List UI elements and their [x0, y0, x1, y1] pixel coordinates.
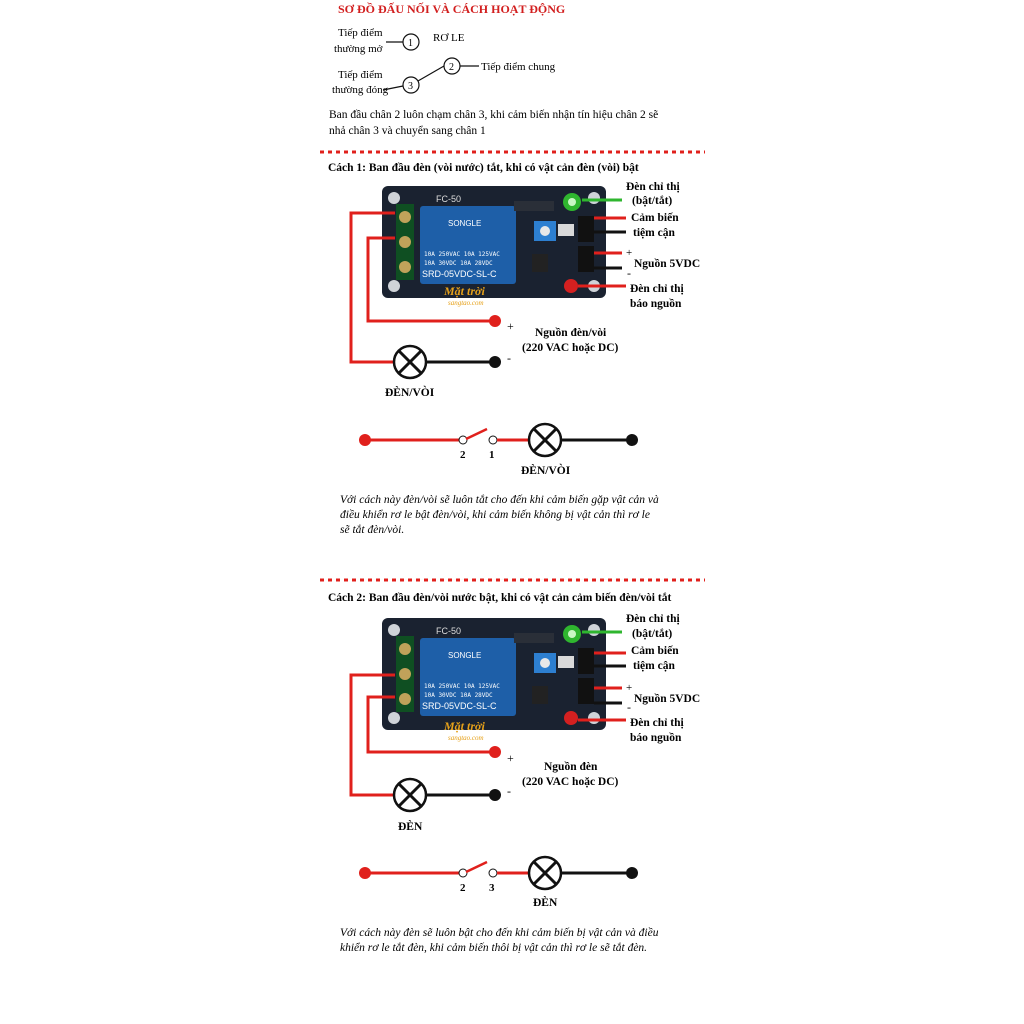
method2-supply-label-2: (220 VAC hoặc DC)	[522, 776, 619, 788]
pin2-label: 2	[449, 62, 454, 73]
method2-lamp-icon	[394, 779, 426, 811]
contact-closed-label-1: Tiếp điểm	[338, 69, 383, 81]
contact-open-label-1: Tiếp điểm	[338, 27, 383, 39]
method1-switch-contact-1	[489, 436, 497, 444]
method2-power-led-label-1: Đèn chỉ thị	[630, 717, 684, 729]
method1-supply-minus-terminal	[489, 356, 501, 368]
method2-led-label-1: Đèn chỉ thị	[626, 613, 680, 625]
method1-power-led-label-2: báo nguồn	[630, 298, 682, 310]
method2-power-led-label-2: báo nguồn	[630, 732, 682, 744]
method1-circuit-lamp-icon	[529, 424, 561, 456]
method2-circuit-lamp-icon	[529, 857, 561, 889]
method1-5v-plus: +	[626, 247, 633, 259]
description-line-1: Ban đầu chân 2 luôn chạm chân 3, khi cảm biến nhận tín hiệu chân 2 sẽ	[329, 109, 659, 121]
method1-switch-contact-2	[459, 436, 467, 444]
method2-logo-text: Mặt trời	[444, 719, 485, 733]
method2-supply-minus-terminal	[489, 789, 501, 801]
method1-relay-part: SRD-05VDC-SL-C	[422, 269, 497, 279]
method2-relay-board	[382, 618, 606, 730]
method1-switch-arm	[466, 429, 487, 439]
method1-5v-minus: -	[627, 266, 631, 280]
method2-circuit-end	[626, 867, 638, 879]
method1-supply-plus: +	[507, 319, 514, 333]
method2-circuit-load-label: ĐÈN	[533, 897, 558, 909]
method1-circuit-start	[359, 434, 371, 446]
method1-sensor-label-2: tiệm cận	[633, 227, 675, 239]
description-line-2: nhả chân 3 và chuyển sang chân 1	[329, 125, 486, 137]
pin1-label: 1	[408, 38, 413, 49]
method2-supply-plus-terminal	[489, 746, 501, 758]
method1-load-label: ĐÈN/VÒI	[385, 387, 435, 399]
method1-supply-minus: -	[507, 351, 511, 365]
method2-5v-minus: -	[627, 700, 631, 714]
method2-switch-contact-3	[489, 869, 497, 877]
method1-note-line-3: sẽ tắt đèn/vòi.	[340, 524, 405, 536]
method1-relay-spec-1: 10A 250VAC 10A 125VAC	[424, 251, 500, 258]
method2-sensor-label-2: tiệm cận	[633, 660, 675, 672]
method2-supply-minus: -	[507, 784, 511, 798]
method1-5v-label: Nguồn 5VDC	[634, 258, 701, 270]
method1-relay-brand: SONGLE	[448, 219, 482, 228]
method1-lamp-icon	[394, 346, 426, 378]
method2-relay-spec-2: 10A 30VDC 10A 28VDC	[424, 692, 493, 699]
method1-supply-plus-terminal	[489, 315, 501, 327]
method1-board-model: FC-50	[436, 194, 462, 204]
contact-common-label: Tiếp điểm chung	[481, 61, 556, 73]
method1-relay-board	[382, 186, 606, 298]
method1-switch-label-b: 1	[489, 449, 495, 461]
method2-5v-plus: +	[626, 682, 633, 694]
contact-open-label-2: thường mở	[334, 43, 383, 55]
method2-supply-label-1: Nguồn đèn	[544, 761, 598, 773]
method2-supply-plus: +	[507, 751, 514, 765]
method2-note-line-1: Với cách này đèn sẽ luôn bật cho đến khi cảm biến bị vật cản và điều	[340, 927, 659, 939]
method1-sensor-label-1: Cảm biến	[631, 212, 679, 224]
pin3-label: 3	[408, 81, 413, 92]
method2-note-line-2: khiển rơ le tắt đèn, khi cảm biến thôi bị vật cản thì rơ le sẽ tắt đèn.	[340, 942, 648, 954]
method1-note-line-1: Với cách này đèn/vòi sẽ luôn tắt cho đến khi cảm biến gặp vật cản và	[340, 494, 659, 506]
method2-relay-part: SRD-05VDC-SL-C	[422, 701, 497, 711]
method1-title: Cách 1: Ban đầu đèn (vòi nước) tắt, khi có vật cản đèn (vòi) bật	[328, 162, 639, 174]
method1-circuit-end	[626, 434, 638, 446]
page-title: SƠ ĐỒ ĐẤU NỐI VÀ CÁCH HOẠT ĐỘNG	[338, 2, 566, 16]
method1-supply-label-1: Nguồn đèn/vòi	[535, 327, 607, 339]
method2-circuit-start	[359, 867, 371, 879]
method1-led-label-2: (bật/tắt)	[632, 195, 673, 207]
method2-switch-arm	[466, 862, 487, 872]
method1-supply-label-2: (220 VAC hoặc DC)	[522, 342, 619, 354]
method2-switch-contact-2	[459, 869, 467, 877]
method2-led-label-2: (bật/tắt)	[632, 628, 673, 640]
method1-led-label-1: Đèn chỉ thị	[626, 181, 680, 193]
method2-5v-label: Nguồn 5VDC	[634, 693, 701, 705]
relay-label: RƠ LE	[433, 32, 465, 44]
method1-note-line-2: điều khiển rơ le bật đèn/vòi, khi cảm biến không bị vật cản thì rơ le	[340, 509, 650, 521]
method2-title: Cách 2: Ban đầu đèn/vòi nước bật, khi có vật cản cảm biến đèn/vòi tắt	[328, 592, 672, 604]
method2-sensor-label-1: Cảm biến	[631, 645, 679, 657]
method2-switch-label-b: 3	[489, 882, 495, 894]
method1-logo-domain: sangtao.com	[448, 299, 484, 307]
method1-relay-spec-2: 10A 30VDC 10A 28VDC	[424, 260, 493, 267]
contact-closed-label-2: thường đóng	[332, 84, 389, 96]
method1-logo-text: Mặt trời	[444, 284, 485, 298]
method1-circuit-load-label: ĐÈN/VÒI	[521, 465, 571, 477]
method2-relay-brand: SONGLE	[448, 651, 482, 660]
method2-switch-label-a: 2	[460, 882, 466, 894]
method2-board-model: FC-50	[436, 626, 462, 636]
method2-logo-domain: sangtao.com	[448, 734, 484, 742]
method2-load-label: ĐÈN	[398, 821, 423, 833]
method1-power-led-label-1: Đèn chỉ thị	[630, 283, 684, 295]
method1-switch-label-a: 2	[460, 449, 466, 461]
method2-relay-spec-1: 10A 250VAC 10A 125VAC	[424, 683, 500, 690]
